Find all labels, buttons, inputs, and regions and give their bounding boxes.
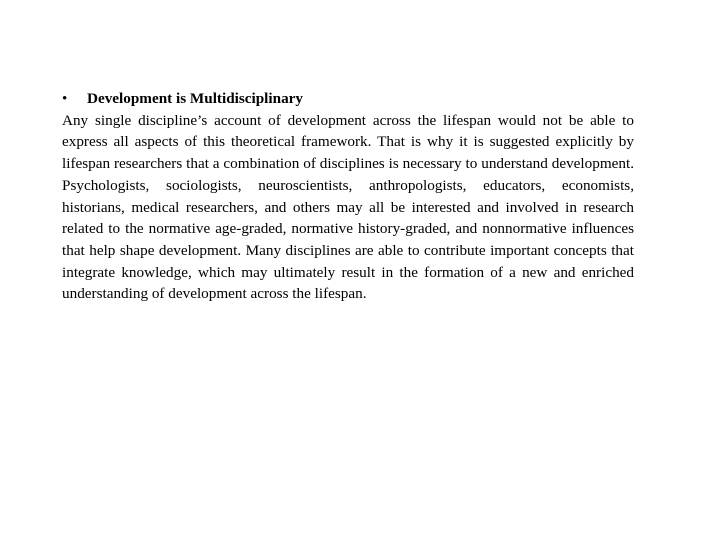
body-paragraph: Any single discipline’s account of development across the lifespan would not be able to express all aspects of this theoretical framework. That is why it is suggested explicitly by lifespan researchers that a combination of disciplines is necessary to understand development. Psychologists, sociologists, neuroscientists, anthropologists, educators, economists, historians, medical researchers, and others may all be interested and involved in research related to the normative age-graded, normative history-graded, and nonnormative influences that help shape development. Many disciplines are able to contribute important concepts that integrate knowledge, which may ultimately result in the formation of a new and enriched understanding of development across the lifespan. [62,111,634,303]
text-block [62,88,634,305]
bullet-glyph: • [62,90,68,107]
heading-line [62,88,634,110]
slide-heading: Development is Multidisciplinary [87,90,303,107]
